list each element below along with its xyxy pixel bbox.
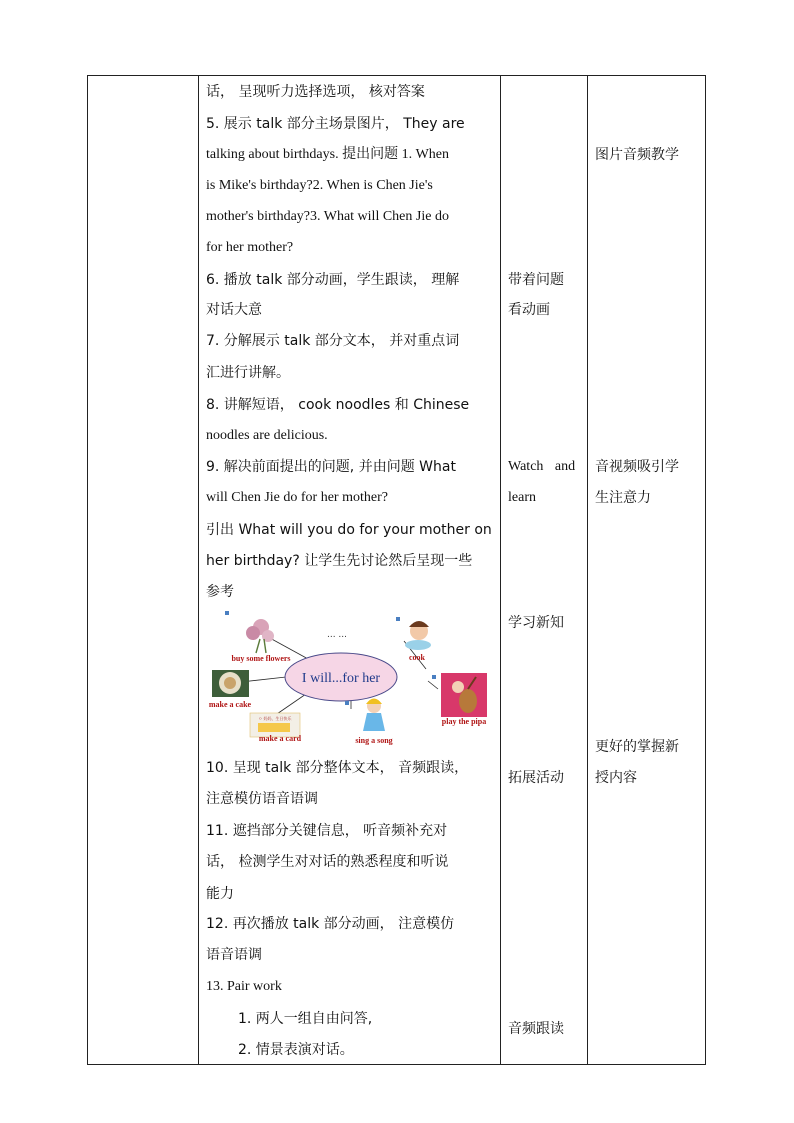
intent-text: 生注意力 (595, 490, 651, 506)
activity-text: learn (508, 490, 536, 505)
text-line: her birthday? 让学生先讨论然后呈现一些 (206, 553, 473, 569)
text-line: 10. 呈现 talk 部分整体文本， 音频跟读， (206, 760, 469, 776)
text-line: 6. 播放 talk 部分动画，学生跟读， 理解 (206, 272, 460, 288)
intent-text: 音视频吸引学 (595, 459, 679, 475)
text-line: 注意模仿语音语调 (206, 791, 318, 807)
text-line: 引出 What will you do for your mother on (206, 522, 492, 538)
text-line: 对话大意 (206, 302, 262, 318)
mindmap-label: cook (409, 653, 425, 662)
mindmap-label: make a card (258, 734, 302, 743)
text-line: talking about birthdays. 提出问题 1. When (206, 147, 450, 162)
activity-text: 拓展活动 (508, 770, 564, 786)
text-line: 7. 分解展示 talk 部分文本， 并对重点词 (206, 333, 460, 349)
cake-picture (212, 670, 249, 697)
mindmap-ellipsis: ... ... (326, 630, 348, 640)
mindmap-label: buy some flowers (231, 654, 291, 663)
text-line: 9. 解决前面提出的问题, 并由问题 What (206, 459, 456, 475)
text-line: will Chen Jie do for her mother? (206, 490, 388, 505)
text-line: 2. 情景表演对话。 (238, 1042, 354, 1058)
text-line: mother's birthday?3. What will Chen Jie do (206, 209, 449, 224)
activity-text: 学习新知 (508, 615, 564, 631)
text-line: 语音语调 (206, 947, 262, 963)
text-line: 话， 呈现听力选择选项， 核对答案 (206, 84, 425, 100)
card-text: ㅇ 妈妈，生日快乐 (258, 716, 292, 721)
intent-text: 授内容 (595, 770, 637, 786)
text-line: 11. 遮挡部分关键信息， 听音频补充对 (206, 823, 448, 839)
text-line: noodles are delicious. (206, 428, 328, 443)
text-line: 参考 (206, 584, 234, 600)
text-line: 话， 检测学生对对话的熟悉程度和听说 (206, 854, 449, 870)
intent-text: 更好的掌握新 (595, 739, 679, 755)
activity-text: 带着问题 (508, 272, 564, 288)
intent-text: 图片音频教学 (595, 147, 679, 163)
activity-text: Watch and (508, 459, 576, 474)
mindmap-label: make a cake (208, 700, 252, 709)
mindmap-center-text: I will...for her (301, 671, 381, 686)
text-line: 5. 展示 talk 部分主场景图片， They are (206, 116, 465, 132)
text-line: 1. 两人一组自由问答, (238, 1011, 373, 1027)
column-divider (500, 76, 501, 1064)
text-line: 汇进行讲解。 (206, 365, 290, 381)
activity-text: 看动画 (508, 302, 550, 318)
mindmap-label: play the pipa (441, 717, 487, 726)
mindmap-label: sing a song (355, 736, 393, 745)
text-line: 13. Pair work (206, 979, 282, 994)
text-line: 8. 讲解短语， cook noodles 和 Chinese (206, 397, 470, 413)
column-divider (587, 76, 588, 1064)
text-line: 能力 (206, 886, 234, 902)
text-line: 12. 再次播放 talk 部分动画， 注意模仿 (206, 916, 455, 932)
text-line: for her mother? (206, 240, 294, 255)
column-divider (198, 76, 199, 1064)
text-line: is Mike's birthday?2. When is Chen Jie's (206, 178, 433, 193)
activity-text: 音频跟读 (508, 1021, 564, 1037)
mindmap-figure (206, 609, 491, 746)
